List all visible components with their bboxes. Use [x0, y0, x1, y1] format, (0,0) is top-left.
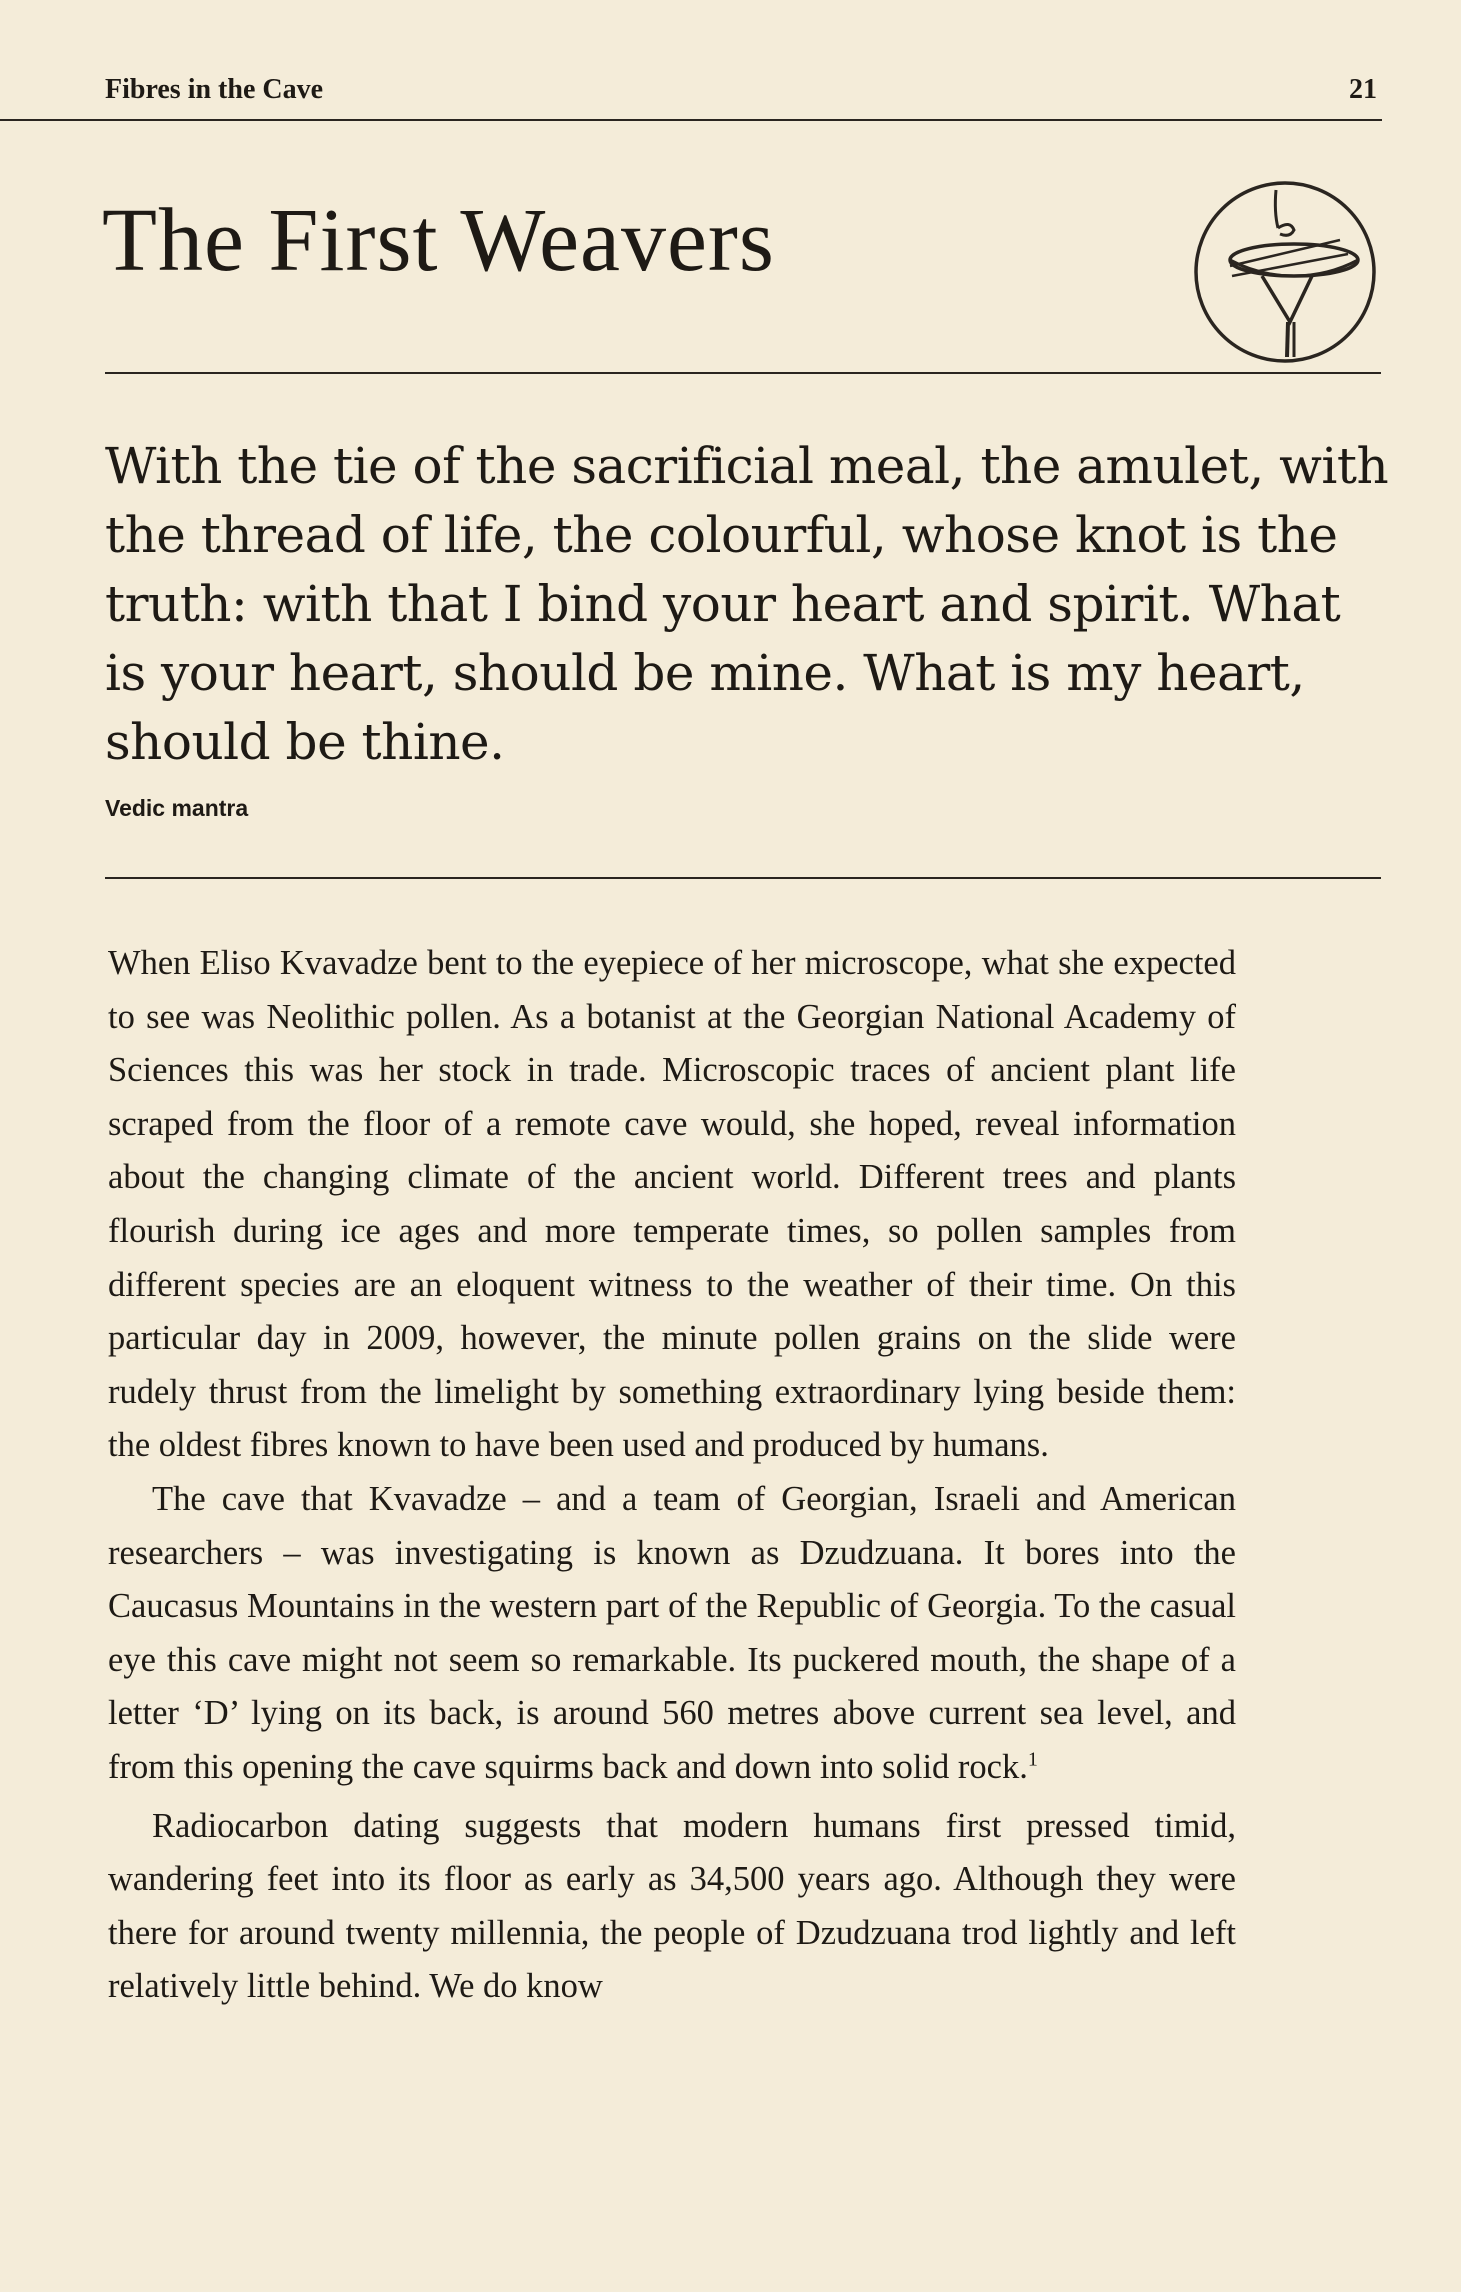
paragraph-1: When Eliso Kvavadze bent to the eyepiece of her microscope, what she expected to see was Neolithic pollen. As a botanist at the Georgian National Academy of Sciences this was her stock in trade. Microscopic traces of ancient plant life scraped from the floor of a remote cave would, she hoped, reveal information about the changing climate of the ancient world. Different trees and plants flourish during ice ages and more temperate times, so pollen samples from different species are an eloquent witness to the weather of their time. On this particular day in 2009, however, the minute pollen grains on the slide were rudely thrust from the limelight by something extraordinary lying beside them: the oldest fibres known to have been used and produced by humans. — [108, 944, 1236, 1465]
footnote-marker[interactable]: 1 — [1027, 1748, 1038, 1771]
paragraph-2-text: The cave that Kvavadze – and a team of Georgian, Israeli and American researchers – was investigating is known as Dzudzuana. It bores into the Caucasus Mountains in the western part of the Republic of Georgia. To the casual eye this cave might not seem so remarkable. Its puckered mouth, the shape of a letter ‘D’ lying on its back, is around 560 metres above current sea level, and from this opening the cave squirms back and down into solid rock. — [108, 1479, 1236, 1786]
title-divider — [105, 372, 1381, 374]
page-number: 21 — [1349, 74, 1377, 105]
paragraph-3: Radiocarbon dating suggests that modern humans first pressed timid, wandering feet into its floor as early as 34,500 years ago. Although they were there for around twenty millennia, the people of Dzudzuana trod lightly and left relatively little behind. We do know — [108, 1806, 1236, 2006]
spindle-whorl-icon — [1190, 172, 1380, 370]
chapter-title: The First Weavers — [102, 191, 775, 290]
body-text — [108, 937, 1236, 2014]
running-head — [105, 74, 1377, 106]
paragraph-2 — [108, 1473, 1236, 1795]
epigraph-divider — [105, 877, 1381, 879]
epigraph-source: Vedic mantra — [105, 795, 249, 821]
header-divider — [0, 119, 1382, 121]
epigraph-text: With the tie of the sacrificial meal, the amulet, with the thread of life, the colourful, whose knot is the truth: with that I bind your heart and spirit. What is your heart, should be mine. What is my heart, should be thine. — [105, 437, 1389, 771]
running-head-title: Fibres in the Cave — [105, 74, 324, 105]
